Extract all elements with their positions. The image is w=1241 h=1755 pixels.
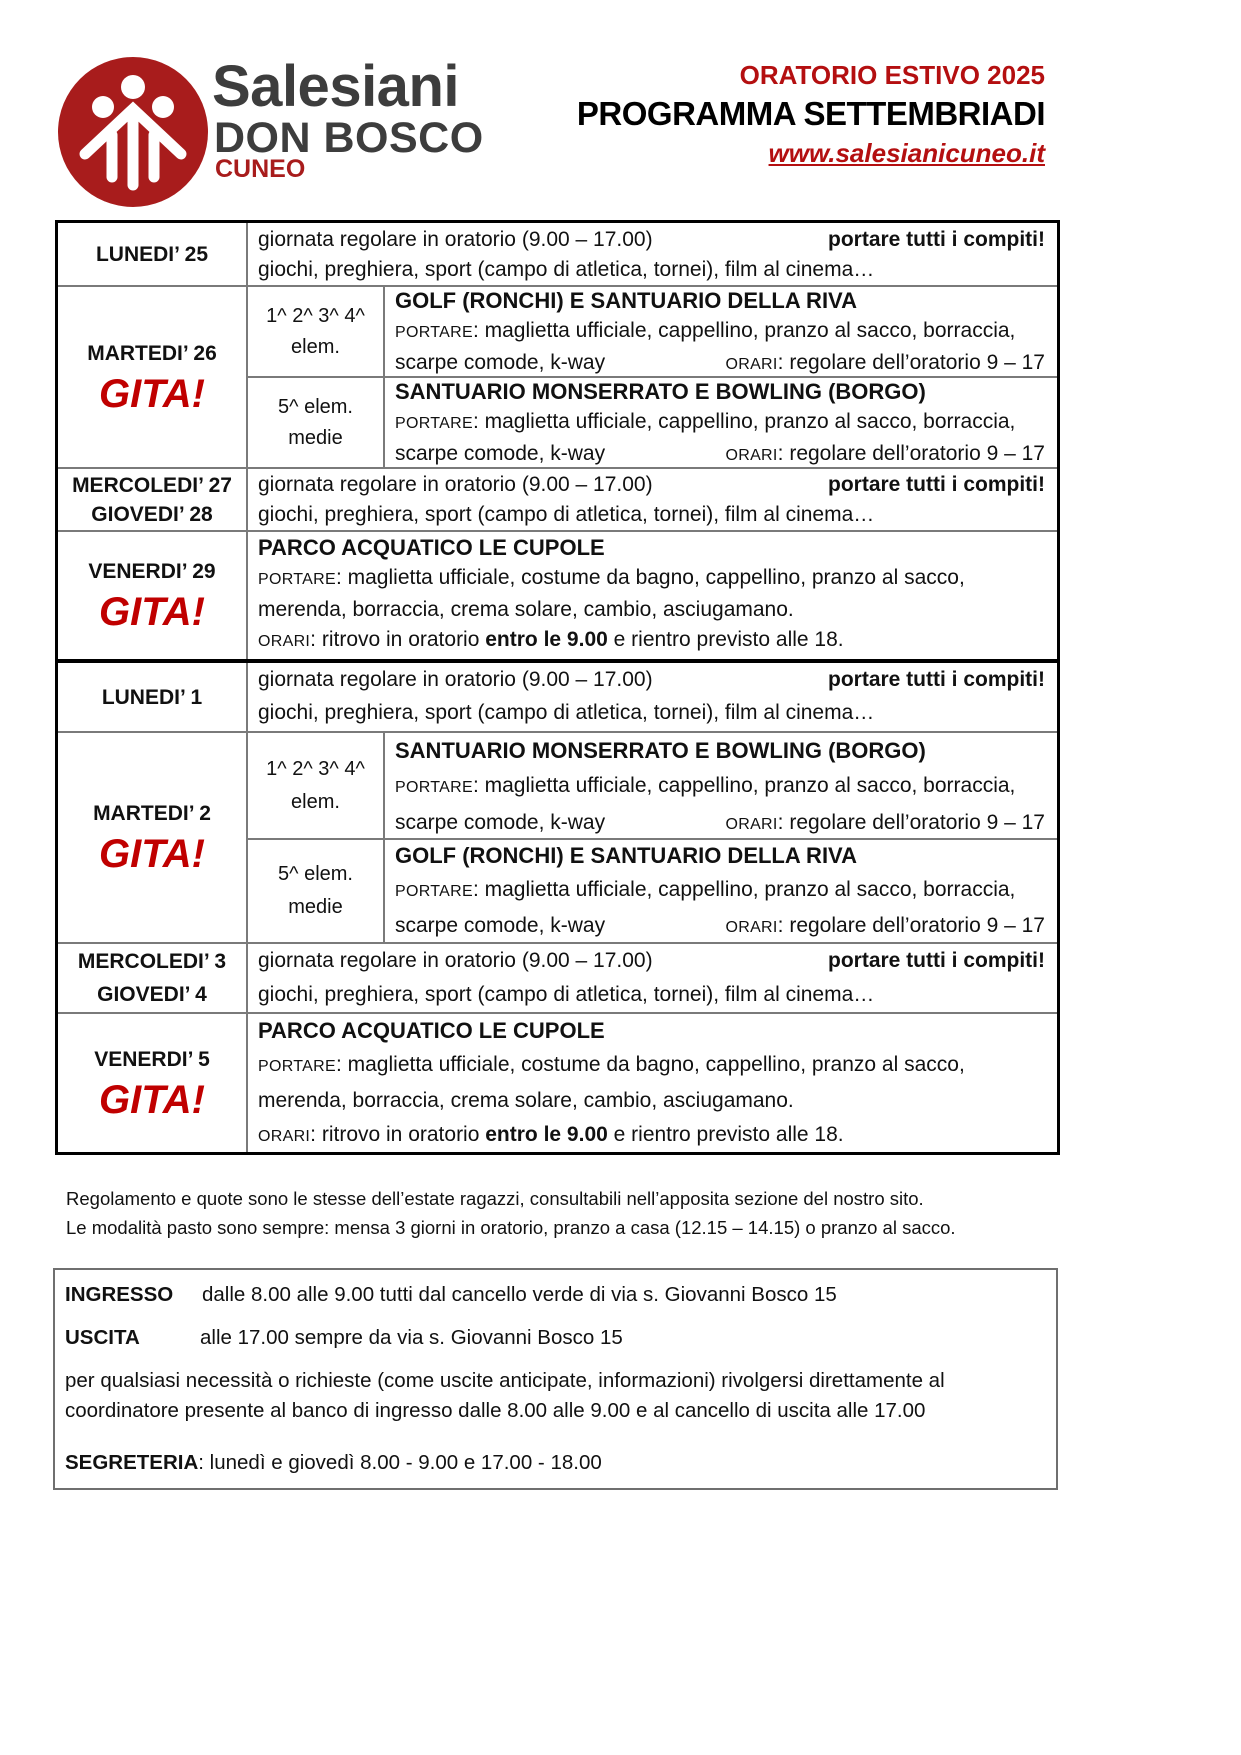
orari-time: entro le 9.00 — [485, 1123, 608, 1146]
regular-hours: giornata regolare in oratorio (9.00 – 17.00) — [258, 668, 653, 691]
orari-label: ORARI — [258, 633, 311, 650]
orari-label: ORARI — [725, 447, 778, 464]
group-label: 1^ 2^ 3^ 4^ — [266, 757, 365, 780]
day-label: GIOVEDI’ 4 — [97, 983, 207, 1006]
portare-text: : maglietta ufficiale, costume da bagno, cappellino, pranzo al sacco, — [335, 566, 965, 589]
day-label: LUNEDI’ 1 — [101, 685, 203, 709]
orari-text: e rientro previsto alle 18. — [607, 628, 844, 651]
day-cell — [58, 733, 246, 942]
portare-text: scarpe comode, k-way — [395, 811, 606, 834]
group-label: elem. — [291, 335, 340, 358]
trip-title: PARCO ACQUATICO LE CUPOLE — [258, 535, 605, 560]
portare-label: PORTARE — [258, 571, 336, 588]
orari-label: ORARI — [725, 816, 778, 833]
homework-note: portare tutti i compiti! — [828, 668, 1045, 691]
portare-text: : maglietta ufficiale, costume da bagno, cappellino, pranzo al sacco, — [335, 1053, 965, 1076]
trip-details-cell — [385, 377, 1057, 467]
info-box — [53, 1268, 1058, 1490]
website-link[interactable]: www.salesianicuneo.it — [768, 138, 1045, 168]
note-regulations: Regolamento e quote sono le stesse dell’estate ragazzi, consultabili nell’apposita sezione del nostro sito. — [66, 1188, 924, 1209]
office-text: : lunedì e giovedì 8.00 - 9.00 e 17.00 - 18.00 — [198, 1451, 602, 1474]
entrance-label: INGRESSO — [65, 1283, 174, 1306]
portare-label: PORTARE — [395, 415, 473, 432]
trip-title: GOLF (RONCHI) E SANTUARIO DELLA RIVA — [395, 288, 857, 313]
trip-title: PARCO ACQUATICO LE CUPOLE — [258, 1018, 605, 1043]
day-cell — [58, 287, 246, 467]
entrance-info — [65, 1280, 837, 1310]
day-cell — [58, 223, 246, 285]
activities: giochi, preghiera, sport (campo di atletica, tornei), film al cinema… — [258, 701, 875, 724]
regular-day-cell — [248, 225, 1057, 285]
orari-text: : ritrovo in oratorio — [310, 1123, 486, 1146]
orari-text: : regolare dell’oratorio 9 – 17 — [777, 351, 1045, 374]
trip-details-cell — [248, 533, 1057, 659]
portare-label: PORTARE — [395, 324, 473, 341]
homework-note: portare tutti i compiti! — [828, 473, 1045, 496]
portare-label: PORTARE — [395, 779, 473, 796]
group-label: 1^ 2^ 3^ 4^ — [266, 304, 365, 327]
trip-badge: GITA! — [99, 832, 205, 876]
group-label: medie — [288, 896, 343, 918]
portare-label: PORTARE — [258, 1058, 336, 1075]
day-cell — [58, 944, 246, 1012]
contact-line: coordinatore presente al banco di ingresso dalle 8.00 alle 9.00 e al cancello di uscita alle 17.00 — [65, 1399, 926, 1422]
homework-note: portare tutti i compiti! — [828, 949, 1045, 972]
orari-time: entro le 9.00 — [485, 628, 608, 651]
orari-label: ORARI — [725, 919, 778, 936]
orari-text: : ritrovo in oratorio — [310, 628, 486, 651]
portare-text: merenda, borraccia, crema solare, cambio, asciugamano. — [258, 1089, 794, 1112]
orari-text: : regolare dell’oratorio 9 – 17 — [777, 811, 1045, 834]
activities: giochi, preghiera, sport (campo di atletica, tornei), film al cinema… — [258, 258, 875, 281]
salesiani-people-icon — [58, 57, 208, 207]
contact-line: per qualsiasi necessità o richieste (come uscite anticipate, informazioni) rivolgersi direttamente al — [65, 1369, 945, 1392]
regular-day-cell — [248, 944, 1057, 1012]
group-cell — [248, 287, 383, 376]
trip-badge: GITA! — [99, 590, 205, 634]
trip-badge: GITA! — [99, 371, 205, 416]
trip-details-cell — [385, 286, 1057, 376]
day-label: LUNEDI’ 25 — [95, 242, 209, 266]
logo-text-don-bosco: DON BOSCO — [214, 114, 484, 162]
group-cell — [248, 378, 383, 467]
exit-text: alle 17.00 sempre da via s. Giovanni Bosco 15 — [200, 1326, 623, 1349]
regular-day-cell — [248, 470, 1057, 530]
group-cell — [248, 840, 383, 942]
group-label: elem. — [291, 790, 340, 813]
exit-info — [65, 1323, 623, 1353]
regular-hours: giornata regolare in oratorio (9.00 – 17.00) — [258, 949, 653, 972]
day-label: MERCOLEDI’ 27 — [72, 473, 232, 497]
group-label: medie — [288, 426, 343, 449]
trip-title: GOLF (RONCHI) E SANTUARIO DELLA RIVA — [395, 843, 857, 868]
portare-text: scarpe comode, k-way — [395, 914, 606, 937]
logo-text-salesiani: Salesiani — [212, 54, 459, 119]
trip-details-cell — [385, 733, 1057, 838]
day-label: MARTEDI’ 26 — [87, 341, 217, 365]
orari-text: e rientro previsto alle 18. — [607, 1123, 844, 1146]
trip-title: SANTUARIO MONSERRATO E BOWLING (BORGO) — [395, 379, 926, 404]
day-cell — [58, 532, 246, 659]
day-label: VENERDI’ 29 — [88, 560, 216, 583]
orari-label: ORARI — [725, 356, 778, 373]
day-label: GIOVEDI’ 28 — [91, 502, 213, 526]
office-label: SEGRETERIA — [65, 1451, 199, 1474]
regular-hours: giornata regolare in oratorio (9.00 – 17.00) — [258, 228, 653, 251]
note-meals: Le modalità pasto sono sempre: mensa 3 giorni in oratorio, pranzo a casa (12.15 – 14.15) o pranzo al sacco. — [66, 1217, 956, 1238]
regular-hours: giornata regolare in oratorio (9.00 – 17.00) — [258, 473, 653, 496]
trip-details-cell — [385, 839, 1057, 942]
group-label: 5^ elem. — [278, 863, 353, 885]
group-cell — [248, 733, 383, 838]
day-label: MERCOLEDI’ 3 — [77, 950, 227, 973]
header-subtitle: ORATORIO ESTIVO 2025 — [739, 60, 1045, 90]
group-label: 5^ elem. — [278, 395, 353, 418]
exit-label: USCITA — [65, 1326, 140, 1349]
trip-details-cell — [248, 1014, 1057, 1152]
day-label: MARTEDI’ 2 — [93, 802, 211, 825]
activities: giochi, preghiera, sport (campo di atletica, tornei), film al cinema… — [258, 503, 875, 526]
day-cell — [58, 469, 246, 530]
day-cell — [58, 663, 246, 731]
regular-day-cell — [248, 663, 1057, 731]
activities: giochi, preghiera, sport (campo di atletica, tornei), film al cinema… — [258, 983, 875, 1006]
trip-badge: GITA! — [99, 1077, 205, 1122]
portare-text: : maglietta ufficiale, cappellino, pranzo al sacco, borraccia, — [472, 774, 1016, 797]
portare-label: PORTARE — [395, 883, 473, 900]
orari-text: : regolare dell’oratorio 9 – 17 — [777, 442, 1045, 465]
schedule-table — [55, 220, 1060, 1155]
orari-text: : regolare dell’oratorio 9 – 17 — [777, 914, 1045, 937]
day-label: VENERDI’ 5 — [94, 1047, 210, 1071]
homework-note: portare tutti i compiti! — [828, 228, 1045, 251]
portare-text: : maglietta ufficiale, cappellino, pranzo al sacco, borraccia, — [472, 410, 1016, 433]
page-title: PROGRAMMA SETTEMBRIADI — [576, 95, 1045, 132]
orari-label: ORARI — [258, 1128, 311, 1145]
day-cell — [58, 1014, 246, 1152]
entrance-text: dalle 8.00 alle 9.00 tutti dal cancello verde di via s. Giovanni Bosco 15 — [202, 1283, 837, 1306]
office-hours — [65, 1448, 602, 1478]
portare-text: scarpe comode, k-way — [395, 351, 606, 374]
trip-title: SANTUARIO MONSERRATO E BOWLING (BORGO) — [395, 738, 926, 763]
portare-text: : maglietta ufficiale, cappellino, pranzo al sacco, borraccia, — [472, 319, 1016, 342]
portare-text: scarpe comode, k-way — [395, 442, 606, 465]
portare-text: merenda, borraccia, crema solare, cambio, asciugamano. — [258, 598, 794, 621]
portare-text: : maglietta ufficiale, cappellino, pranzo al sacco, borraccia, — [472, 878, 1016, 901]
logo-text-cuneo: CUNEO — [215, 155, 306, 183]
